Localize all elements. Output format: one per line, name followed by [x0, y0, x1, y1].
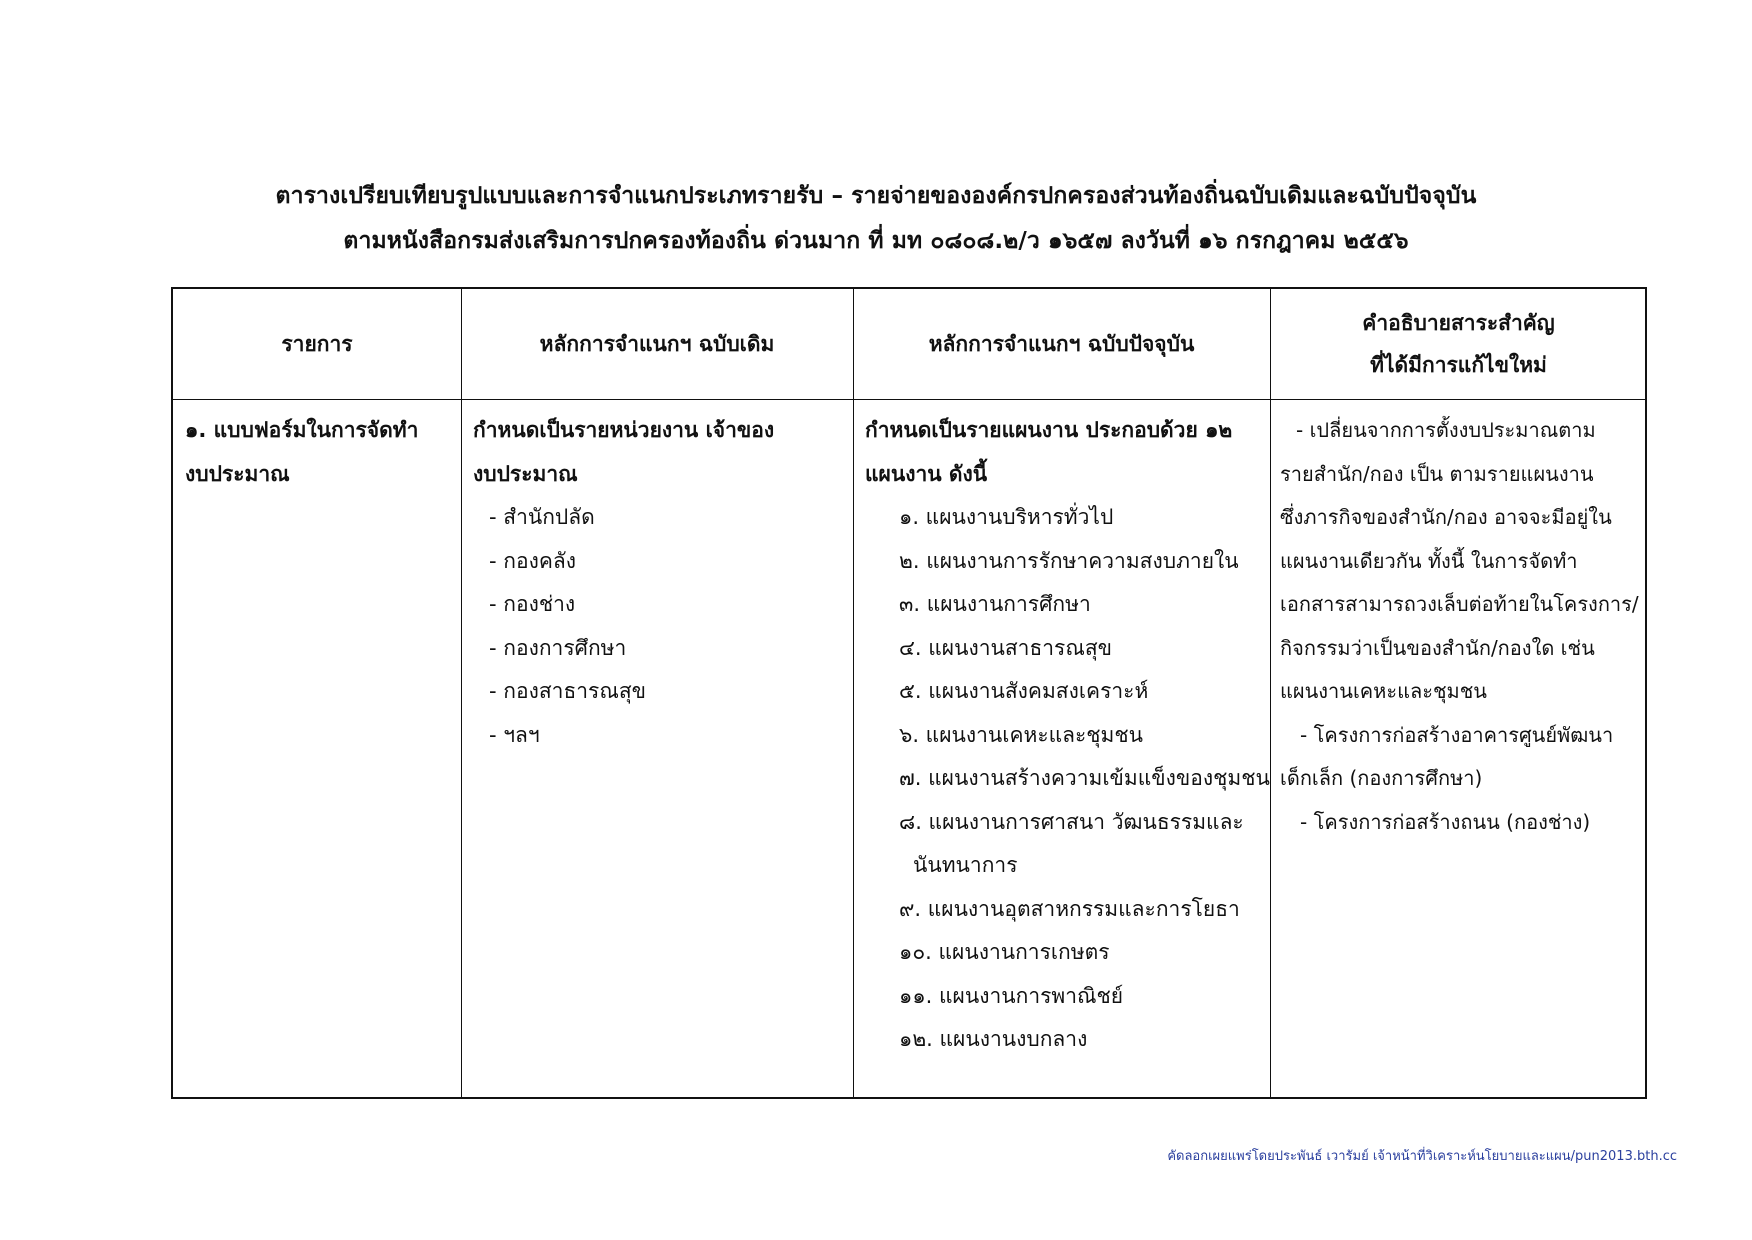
document-title-line1: ตารางเปรียบเทียบรูปแบบและการจำแนกประเภทรายรับ – รายจ่ายขององค์กรปกครองส่วนท้องถิ่นฉบับเดิมและฉบับปัจจุบัน: [275, 183, 1477, 209]
explanation-line: - เปลี่ยนจากการตั้งงบประมาณตาม: [1296, 418, 1596, 442]
cell-item: [185, 409, 455, 496]
explanation-line: - โครงการก่อสร้างถนน (กองช่าง): [1300, 809, 1591, 834]
comparison-table: [171, 287, 1647, 1099]
plan-item: ๑๒. แผนงานงบกลาง: [899, 1027, 1088, 1051]
explanation-line: ซึ่งภารกิจของสำนัก/กอง อาจจะมีอยู่ใน: [1280, 505, 1612, 529]
header-divider: [173, 399, 1645, 400]
plan-item: ๒. แผนงานการรักษาความสงบภายใน: [899, 548, 1239, 573]
unit-item: - กองการศึกษา: [489, 635, 627, 660]
unit-item: - กองคลัง: [489, 548, 577, 573]
header-old-principle: หลักการจำแนกฯ ฉบับเดิม: [539, 332, 775, 356]
item-text: ๑. แบบฟอร์มในการจัดทำ: [185, 418, 419, 442]
explanation-line: รายสำนัก/กอง เป็น ตามรายแผนงาน: [1280, 461, 1594, 486]
unit-item: - สำนักปลัด: [489, 505, 595, 529]
explanation-line: เอกสารสามารถวงเล็บต่อท้ายในโครงการ/: [1280, 592, 1639, 616]
plan-item-continuation: นันทนาการ: [913, 853, 1018, 877]
cell-new-principle: [865, 409, 1270, 1062]
column-divider: [853, 289, 854, 1097]
plan-item: ๙. แผนงานอุตสาหกรรมและการโยธา: [899, 896, 1240, 921]
new-principle-text: แผนงาน ดังนี้: [865, 461, 988, 486]
unit-item: - กองสาธารณสุข: [489, 679, 646, 703]
old-principle-text: กำหนดเป็นรายหน่วยงาน เจ้าของ: [473, 418, 775, 442]
plan-item: ๑๐. แผนงานการเกษตร: [899, 940, 1110, 964]
header-explanation: คำอธิบายสาระสำคัญ ที่ได้มีการแก้ไขใหม่: [1362, 311, 1555, 377]
column-divider: [461, 289, 462, 1097]
plan-item: ๔. แผนงานสาธารณสุข: [899, 635, 1112, 660]
plan-item: ๘. แผนงานการศาสนา วัฒนธรรมและ: [899, 809, 1244, 834]
plan-item: ๓. แผนงานการศึกษา: [899, 592, 1091, 616]
explanation-line: แผนงานเคหะและชุมชน: [1280, 679, 1487, 703]
header-item: รายการ: [281, 332, 353, 356]
explanation-line: กิจกรรมว่าเป็นของสำนัก/กองใด เช่น: [1280, 635, 1595, 660]
header-new-principle: หลักการจำแนกฯ ฉบับปัจจุบัน: [928, 332, 1195, 356]
plan-item: ๑. แผนงานบริหารทั่วไป: [899, 505, 1114, 529]
unit-item: - กองช่าง: [489, 592, 576, 616]
new-principle-text: กำหนดเป็นรายแผนงาน ประกอบด้วย ๑๒: [865, 418, 1233, 442]
cell-old-principle: [473, 409, 847, 757]
explanation-line: แผนงานเดียวกัน ทั้งนี้ ในการจัดทำ: [1280, 548, 1578, 573]
column-divider: [1270, 289, 1271, 1097]
explanation-line: - โครงการก่อสร้างอาคารศูนย์พัฒนา: [1300, 722, 1614, 747]
unit-item: - ฯลฯ: [489, 722, 540, 747]
item-text: งบประมาณ: [185, 461, 290, 486]
footer-credit: คัดลอกเผยแพร่โดยประพันธ์ เวารัมย์ เจ้าหน้าที่วิเคราะห์นโยบายและแผน/pun2013.bth.cc: [1167, 1149, 1677, 1164]
cell-explanation: [1280, 409, 1642, 844]
plan-item: ๖. แผนงานเคหะและชุมชน: [899, 722, 1144, 747]
plan-item: ๑๑. แผนงานการพาณิชย์: [899, 983, 1124, 1008]
explanation-line: เด็กเล็ก (กองการศึกษา): [1280, 766, 1483, 790]
plan-item: ๕. แผนงานสังคมสงเคราะห์: [899, 679, 1149, 703]
plan-item: ๗. แผนงานสร้างความเข้มแข็งของชุมชน: [899, 766, 1270, 790]
old-principle-text: งบประมาณ: [473, 461, 578, 486]
document-title-line2: ตามหนังสือกรมส่งเสริมการปกครองท้องถิ่น ด่วนมาก ที่ มท ๐๘๐๘.๒/ว ๑๖๕๗ ลงวันที่ ๑๖ กรกฎาคม ๒๕๕๖: [343, 228, 1409, 254]
